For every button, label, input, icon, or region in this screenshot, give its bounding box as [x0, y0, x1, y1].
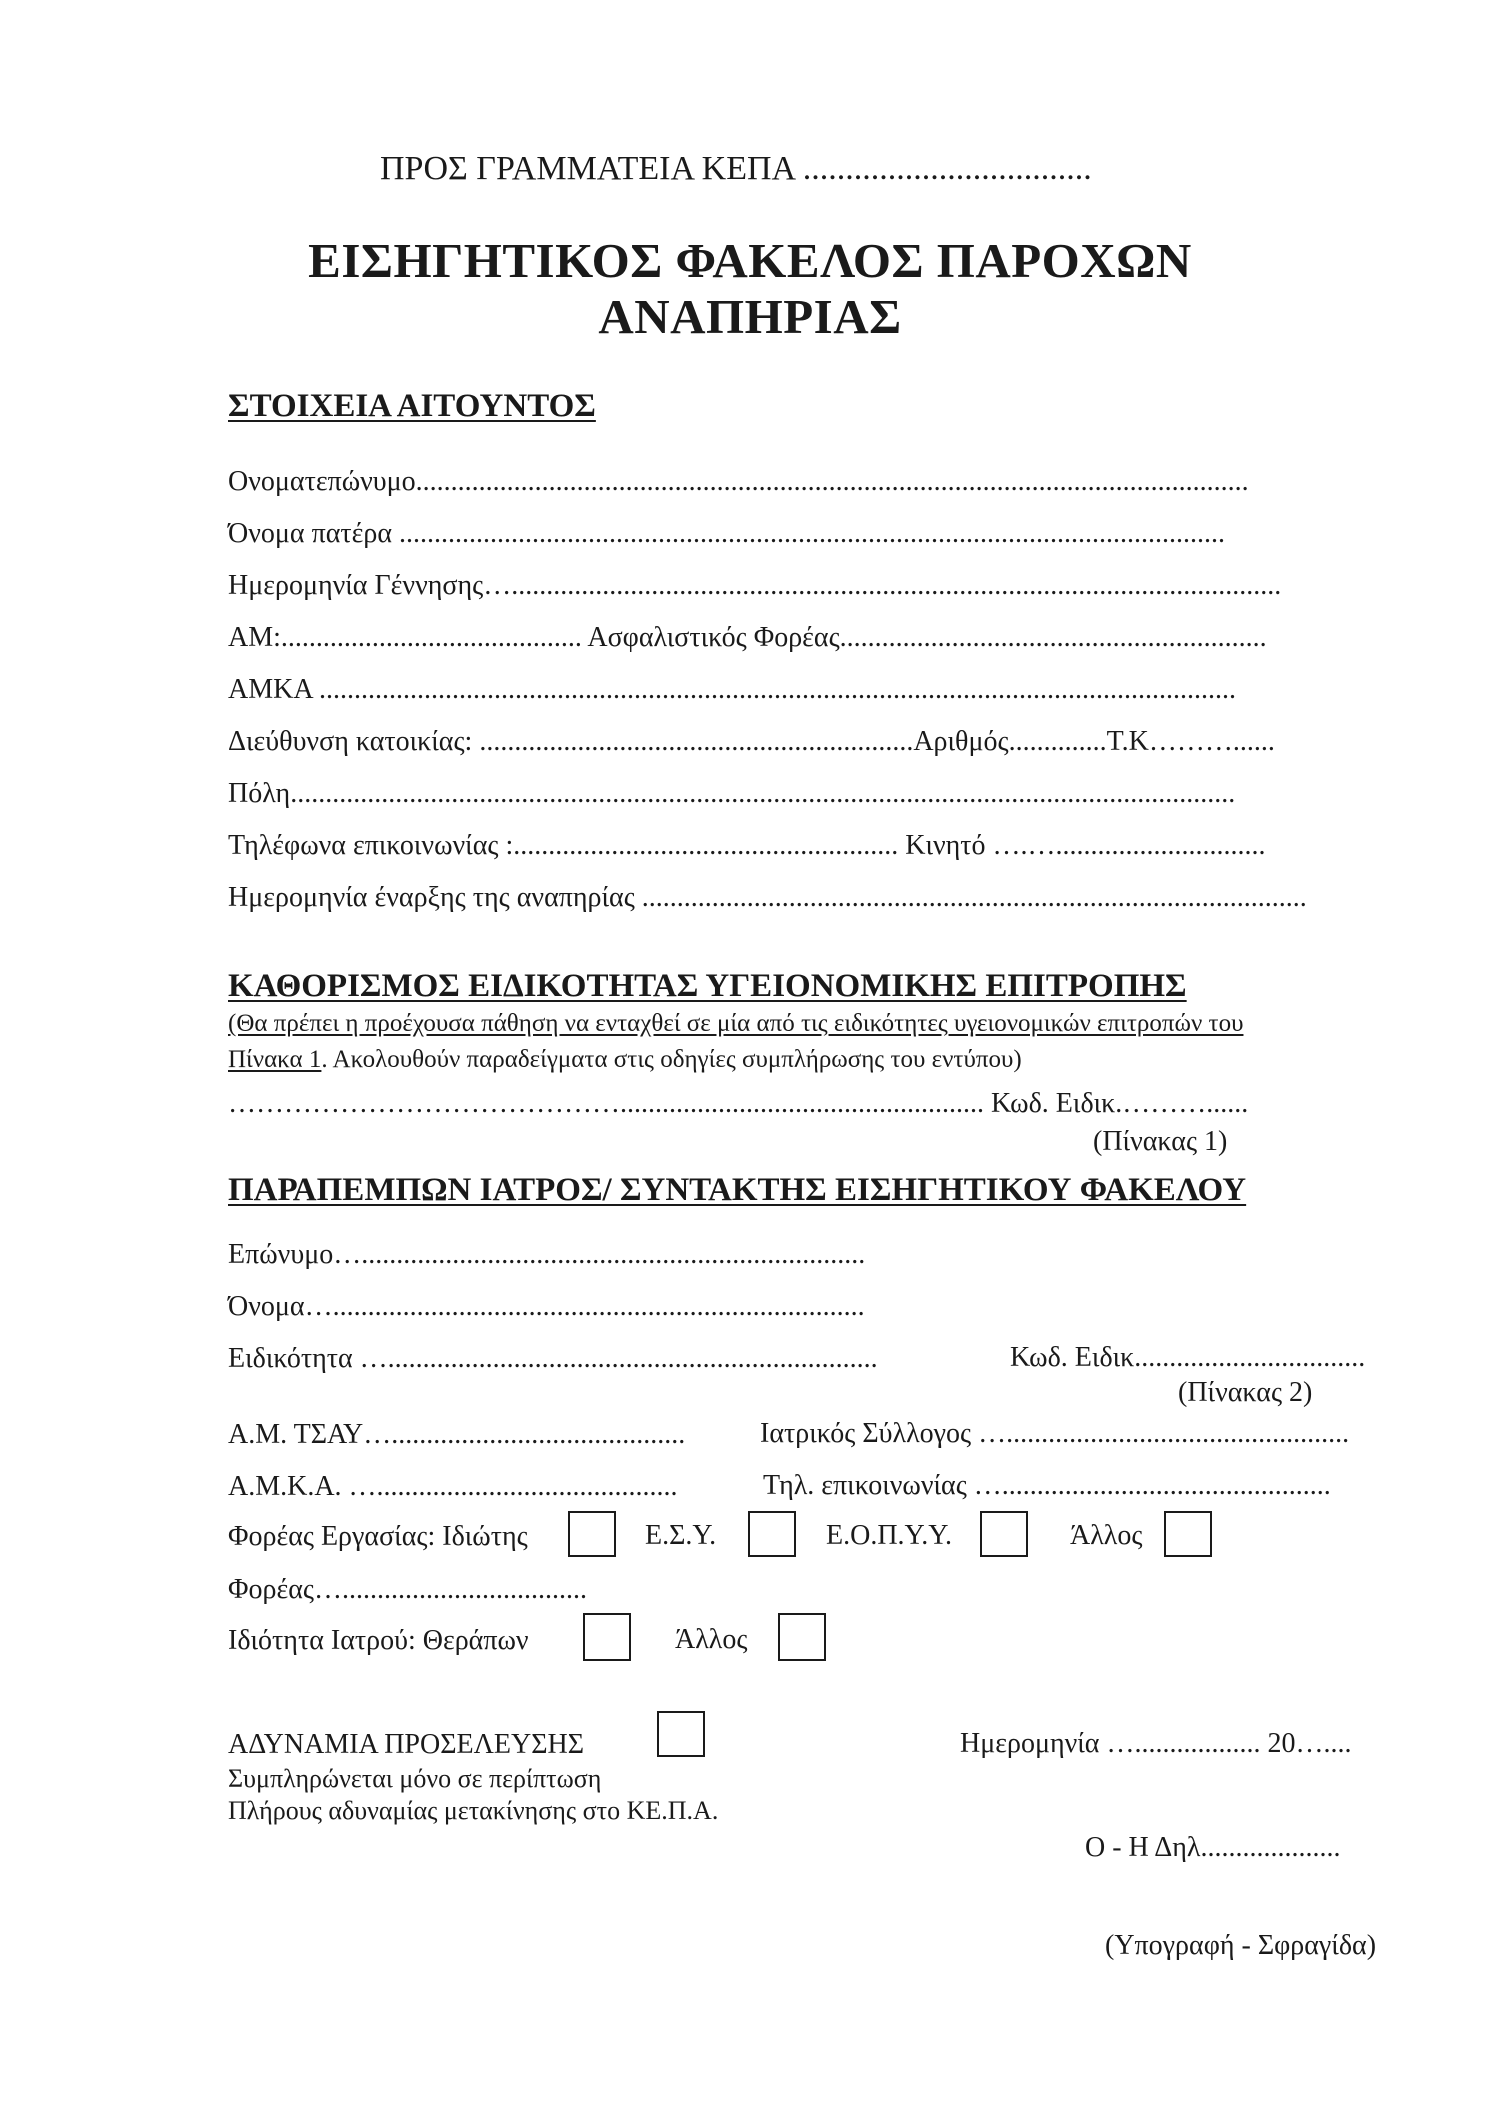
signature-stamp-label: (Υπογραφή - Σφραγίδα)	[1105, 1930, 1377, 1961]
amka-field[interactable]: ΑΜΚΑ ...................................................................................................................................	[228, 674, 1237, 705]
city-field[interactable]: Πόλη.......................................................................................................................................	[228, 778, 1236, 809]
esy-checkbox[interactable]	[748, 1511, 796, 1557]
am-insurer-field[interactable]: ΑΜ:........................................... Ασφαλιστικός Φορέας.............................................................	[228, 622, 1267, 653]
inability-label: ΑΔΥΝΑΜΙΑ ΠΡΟΣΕΛΕΥΣΗΣ	[228, 1729, 585, 1760]
specialty-code-field[interactable]: …………………………………….................................................... Κωδ. Ειδικ.………......	[228, 1088, 1249, 1119]
father-name-field[interactable]: Όνομα πατέρα ......................................................................................................................	[228, 518, 1226, 549]
doctor-name-field[interactable]: Όνομα…............................................................................	[228, 1291, 865, 1322]
employer-field[interactable]: Φορέας…...................................	[228, 1574, 587, 1605]
capacity-label: Ιδιότητα Ιατρού: Θεράπων	[228, 1625, 529, 1656]
table-1-reference: Πίνακα 1	[228, 1046, 322, 1073]
form-title-line-2: ΑΝΑΠΗΡΙΑΣ	[598, 289, 902, 344]
phones-field[interactable]: Τηλέφωνα επικοινωνίας :....................................................... Κινητό ….…..............................	[228, 830, 1266, 861]
other-capacity-checkbox[interactable]	[778, 1613, 826, 1661]
specialty-section-heading: ΚΑΘΟΡΙΣΜΟΣ ΕΙΔΙΚΟΤΗΤΑΣ ΥΓΕΙΟΝΟΜΙΚΗΣ ΕΠΙΤΡΟΠΗΣ	[228, 968, 1187, 1004]
esy-label: Ε.Σ.Υ.	[645, 1520, 717, 1551]
specialty-note-line-2	[228, 1046, 1022, 1074]
eopyy-checkbox[interactable]	[980, 1511, 1028, 1557]
specialty-note-rest: . Ακολουθούν παραδείγματα στις οδηγίες συμπλήρωσης του εντύπου)	[321, 1046, 1022, 1073]
am-tsay-field[interactable]: Α.Μ. ΤΣΑΥ…..........................................	[228, 1419, 686, 1450]
form-title-line-1: ΕΙΣΗΓΗΤΙΚΟΣ ΦΑΚΕΛΟΣ ΠΑΡΟΧΩΝ	[308, 233, 1192, 288]
birth-date-field[interactable]: Ημερομηνία Γέννησης…..............................................................................................................	[228, 570, 1282, 601]
private-checkbox[interactable]	[568, 1511, 616, 1557]
address-field[interactable]: Διεύθυνση κατοικίας: ..............................................................Αριθμός..............Τ.Κ………......	[228, 726, 1275, 757]
other-capacity-label: Άλλος	[675, 1624, 748, 1655]
table-2-label: (Πίνακας 2)	[1178, 1377, 1313, 1408]
doctor-phone-field[interactable]: Τηλ. επικοινωνίας …...............................................	[763, 1470, 1331, 1501]
disability-start-field[interactable]: Ημερομηνία έναρξης της αναπηρίας ...............................................................................................	[228, 882, 1307, 913]
applicant-section-heading: ΣΤΟΙΧΕΙΑ ΑΙΤΟΥΝΤΟΣ	[228, 388, 596, 424]
eopyy-label: Ε.Ο.Π.Υ.Υ.	[826, 1520, 953, 1551]
declarant-field[interactable]: Ο - Η Δηλ....................	[1085, 1832, 1341, 1863]
other-employer-label: Άλλος	[1070, 1520, 1143, 1551]
inability-note-1: Συμπληρώνεται μόνο σε περίπτωση	[228, 1764, 602, 1793]
doctor-specialty-code-field[interactable]: Κωδ. Ειδικ.................................	[1010, 1342, 1366, 1373]
other-employer-checkbox[interactable]	[1164, 1511, 1212, 1557]
treating-doctor-checkbox[interactable]	[583, 1613, 631, 1661]
addressee: ΠΡΟΣ ΓΡΑΜΜΑΤΕΙΑ ΚΕΠΑ ..................................	[380, 150, 1092, 187]
inability-note-2: Πλήρους αδυναμίας μετακίνησης στο ΚΕ.Π.Α.	[228, 1796, 719, 1825]
doctor-surname-field[interactable]: Επώνυμο…........................................................................	[228, 1239, 866, 1270]
specialty-note-line-1: (Θα πρέπει η προέχουσα πάθηση να ενταχθεί σε μία από τις ειδικότητες υγειονομικών επιτροπών του	[228, 1010, 1244, 1037]
full-name-field[interactable]: Ονοματεπώνυμο.......................................................................................................................	[228, 466, 1249, 497]
doctor-specialty-field[interactable]: Ειδικότητα …......................................................................	[228, 1343, 878, 1374]
date-field[interactable]: Ημερομηνία ….................. 20…....	[960, 1728, 1352, 1759]
doctor-amka-field[interactable]: Α.Μ.Κ.Α. …...........................................	[228, 1471, 678, 1502]
doctor-section-heading: ΠΑΡΑΠΕΜΠΩΝ ΙΑΤΡΟΣ/ ΣΥΝΤΑΚΤΗΣ ΕΙΣΗΓΗΤΙΚΟΥ ΦΑΚΕΛΟΥ	[228, 1172, 1247, 1208]
employer-label: Φορέας Εργασίας: Ιδιώτης	[228, 1521, 528, 1552]
medical-association-field[interactable]: Ιατρικός Σύλλογος ….................................................	[760, 1418, 1350, 1449]
table-1-label: (Πίνακας 1)	[1093, 1126, 1228, 1157]
inability-checkbox[interactable]	[657, 1711, 705, 1757]
